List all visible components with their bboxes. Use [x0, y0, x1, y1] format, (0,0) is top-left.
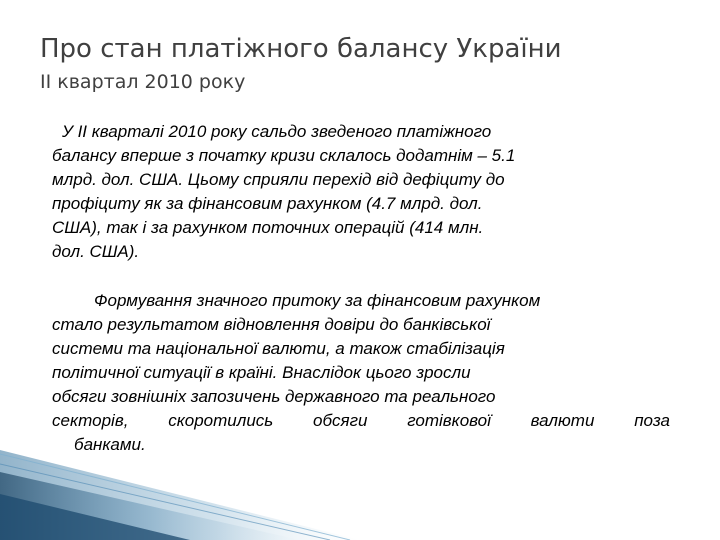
paragraph-2-last-line: банками. [74, 435, 146, 454]
paragraph-2 [52, 289, 670, 457]
bottom-left-swoosh-decoration [0, 450, 720, 540]
paragraph-2-justified-line [52, 409, 670, 433]
justified-word: скоротились [168, 411, 274, 430]
justified-word: валюти [530, 411, 595, 430]
paragraph-1-line: профіциту як за фінансовим рахунком (4.7 млрд. дол. [52, 194, 483, 213]
paragraph-1-line: балансу вперше з початку кризи склалось додатнім – 5.1 [52, 146, 516, 165]
paragraph-2-line: системи та національної валюти, а також стабілізація [52, 339, 505, 358]
paragraph-1-line: дол. США). [52, 242, 140, 261]
paragraph-1-line: млрд. дол. США. Цьому сприяли перехід від дефіциту до [52, 170, 505, 189]
paragraph-2-line: Формування значного притоку за фінансовим рахунком [94, 291, 541, 310]
paragraph-2-line: стало результатом відновлення довіри до банківської [52, 315, 491, 334]
paragraph-1-line: У II кварталі 2010 року сальдо зведеного платіжного [62, 122, 492, 141]
paragraph-1 [52, 120, 515, 264]
justified-word: поза [634, 411, 670, 430]
slide-subtitle: II квартал 2010 року [40, 71, 246, 93]
justified-word: обсяги [313, 411, 368, 430]
justified-word: секторів, [52, 411, 129, 430]
paragraph-1-line: США), так і за рахунком поточних операцій (414 млн. [52, 218, 484, 237]
justified-word: готівкової [407, 411, 491, 430]
paragraph-2-line: обсяги зовнішніх запозичень державного та реального [52, 387, 496, 406]
paragraph-2-line: політичної ситуації в країні. Внаслідок цього зросли [52, 363, 471, 382]
slide-title: Про стан платіжного балансу України [40, 34, 562, 64]
